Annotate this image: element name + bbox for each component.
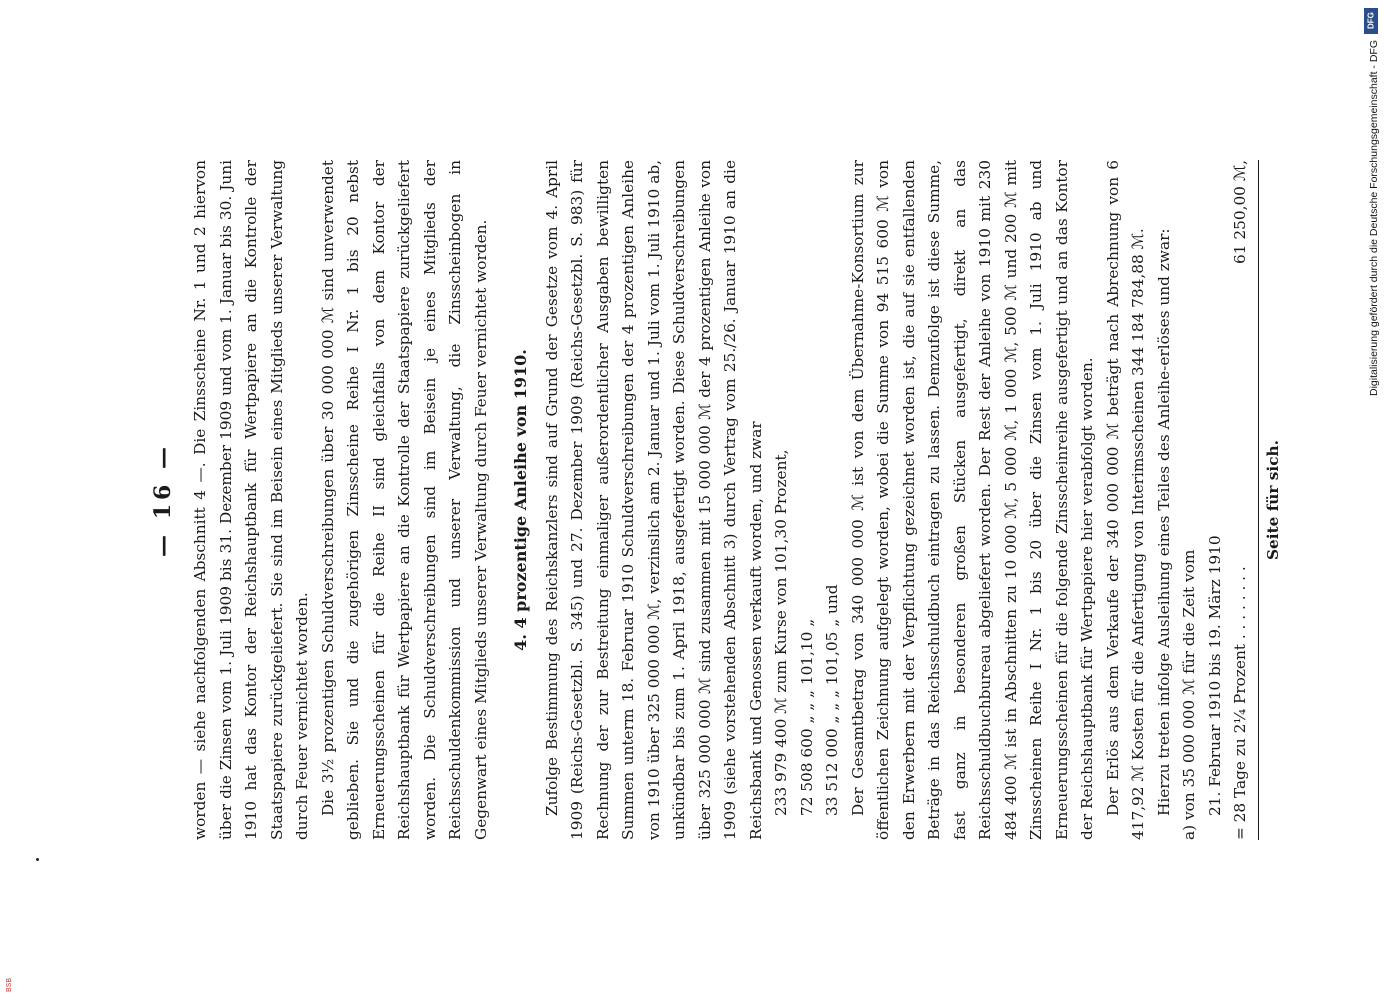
page-footer: Seite für sich. <box>1258 160 1287 840</box>
paragraph-6: Hierzu treten infolge Ausleihung eines Teiles des Anleihe-erlöses und zwar: <box>1154 228 1173 816</box>
paragraph-2: Die 3½ prozentigen Schuldverschreibungen über 30 000 000 ℳ sind unverwendet geblieben. Sie und die zugehörigen Zinsscheine Reihe I Nr. 1 bis 20 nebst Erneuerungsscheinen für die Reihe II sind gleichfalls von dem Kontor der Reichshauptbank für Wertpapiere an die Kontrolle der Staatspapiere zurückgeliefert worden. Die Schuldverschreibungen sind im Beisein je eines Mitglieds der Reichsschuldenkommission und unserer Verwaltung, die Zinsscheinbogen in Gegenwart eines Mitglieds unserer Verwaltung durch Feuer vernichtet worden. <box>318 160 490 840</box>
paragraph-5: Der Erlös aus dem Verkaufe der 340 000 000 ℳ beträgt nach Abrechnung von 6 417,92 ℳ Kosten für die Anfertigung von Interimsscheinen 344 184 784,88 ℳ. <box>1103 160 1147 840</box>
price-row <box>769 160 795 840</box>
margin-caption: Digitalisierung gefördert durch die Deutsche Forschungsgemeinschaft - DFG <box>1368 40 1380 397</box>
page-content <box>150 160 1282 840</box>
paragraph-3: Zufolge Bestimmung des Reichskanzlers sind auf Grund der Gesetze vom 4. April 1909 (Reichs-Gesetzbl. S. 345) und 27. Dezember 1909 (Reichs-Gesetzbl. S. 983) für Rechnung der zur Bestreitung einmaliger außerordentlicher Ausgaben bewilligten Summen unterm 18. Februar 1910 Schuldverschreibungen der 4 prozentigen Anleihe von 1910 über 325 000 000 ℳ, verzinslich am 2. Januar und 1. Juli vom 1. Juli 1910 ab, unkündbar bis zum 1. April 1918, ausgefertigt worden. Diese Schuldverschreibungen über 325 000 000 ℳ sind zusammen mit 15 000 000 ℳ der 4 prozentigen Anleihe von 1909 (siehe vorstehenden Abschnitt 3) durch Vertrag vom 25./26. Januar 1910 an die Reichsbank und Genossen verkauft worden, und zwar <box>542 160 765 840</box>
scan-speck <box>36 858 39 861</box>
page-number: — 16 — <box>150 443 176 557</box>
price-row <box>820 160 846 840</box>
body-text <box>188 160 1286 840</box>
price-text: zum Kurse von 101,30 Prozent, <box>772 449 790 693</box>
interest-sum-line <box>1228 160 1254 840</box>
price-amount: 233 979 400 ℳ <box>772 697 790 816</box>
price-row <box>795 160 821 840</box>
price-amount: 72 508 600 <box>797 728 816 816</box>
interest-value: 61 250,00 ℳ, <box>1231 160 1249 264</box>
price-text: „ „ „ 101,05 „ und <box>823 584 841 724</box>
rotated-page <box>150 160 1282 840</box>
paragraph-7a: a) von 35 000 000 ℳ für die Zeit vom <box>1180 549 1198 840</box>
paragraph-1: worden — siehe nachfolgenden Abschnitt 4 —. Die Zinsscheine Nr. 1 und 2 hiervon über die Zinsen vom 1. Juli 1909 bis 31. Dezember 1909 und vom 1. Januar bis 30. Juni 1910 hat das Kontor der Reichshauptbank für Wertpapiere an die Kontrolle der Staatspapiere zurückgeliefert. Sie sind im Beisein eines Mitglieds unserer Verwaltung durch Feuer vernichtet worden. <box>191 160 311 840</box>
dfg-logo: DFG <box>1364 8 1378 34</box>
price-amount: 33 512 000 <box>823 728 841 816</box>
price-text: „ „ „ 101,10 „ <box>797 618 816 724</box>
interest-description: = 28 Tage zu 2¼ Prozent . . . . . . . . <box>1231 566 1249 840</box>
section-heading: 4. 4 prozentige Anleihe von 1910. <box>511 349 530 651</box>
paragraph-4: Der Gesamtbetrag von 340 000 000 ℳ ist von dem Übernahme-Konsortium zur öffentlichen Zeichnung aufgelegt worden, wobei die Summe von 94 515 600 ℳ von den Erwerbern mit der Verpflichtung gezeichnet worden ist, die auf sie entfallenden Beträge in das Reichsschuldbuch eintragen zu lassen. Demzufolge ist diese Summe, fast ganz in besonderen großen Stücken ausgefertigt, direkt an das Reichsschuldbuchbureau abgeliefert worden. Der Rest der Anleihe von 1910 mit 230 484 400 ℳ ist in Abschnitten zu 10 000 ℳ, 5 000 ℳ, 1 000 ℳ, 500 ℳ und 200 ℳ mit Zinsscheinen Reihe I Nr. 1 bis 20 über die Zinsen vom 1. Juli 1910 ab und Erneuerungsscheinen für die folgende Zinsscheinreihe ausgefertigt und an das Kontor der Reichshauptbank für Wertpapiere hier verabfolgt worden. <box>848 160 1096 840</box>
library-stamp: BSB <box>6 977 13 992</box>
paragraph-7b: 21. Februar 1910 bis 19. März 1910 <box>1205 535 1224 816</box>
